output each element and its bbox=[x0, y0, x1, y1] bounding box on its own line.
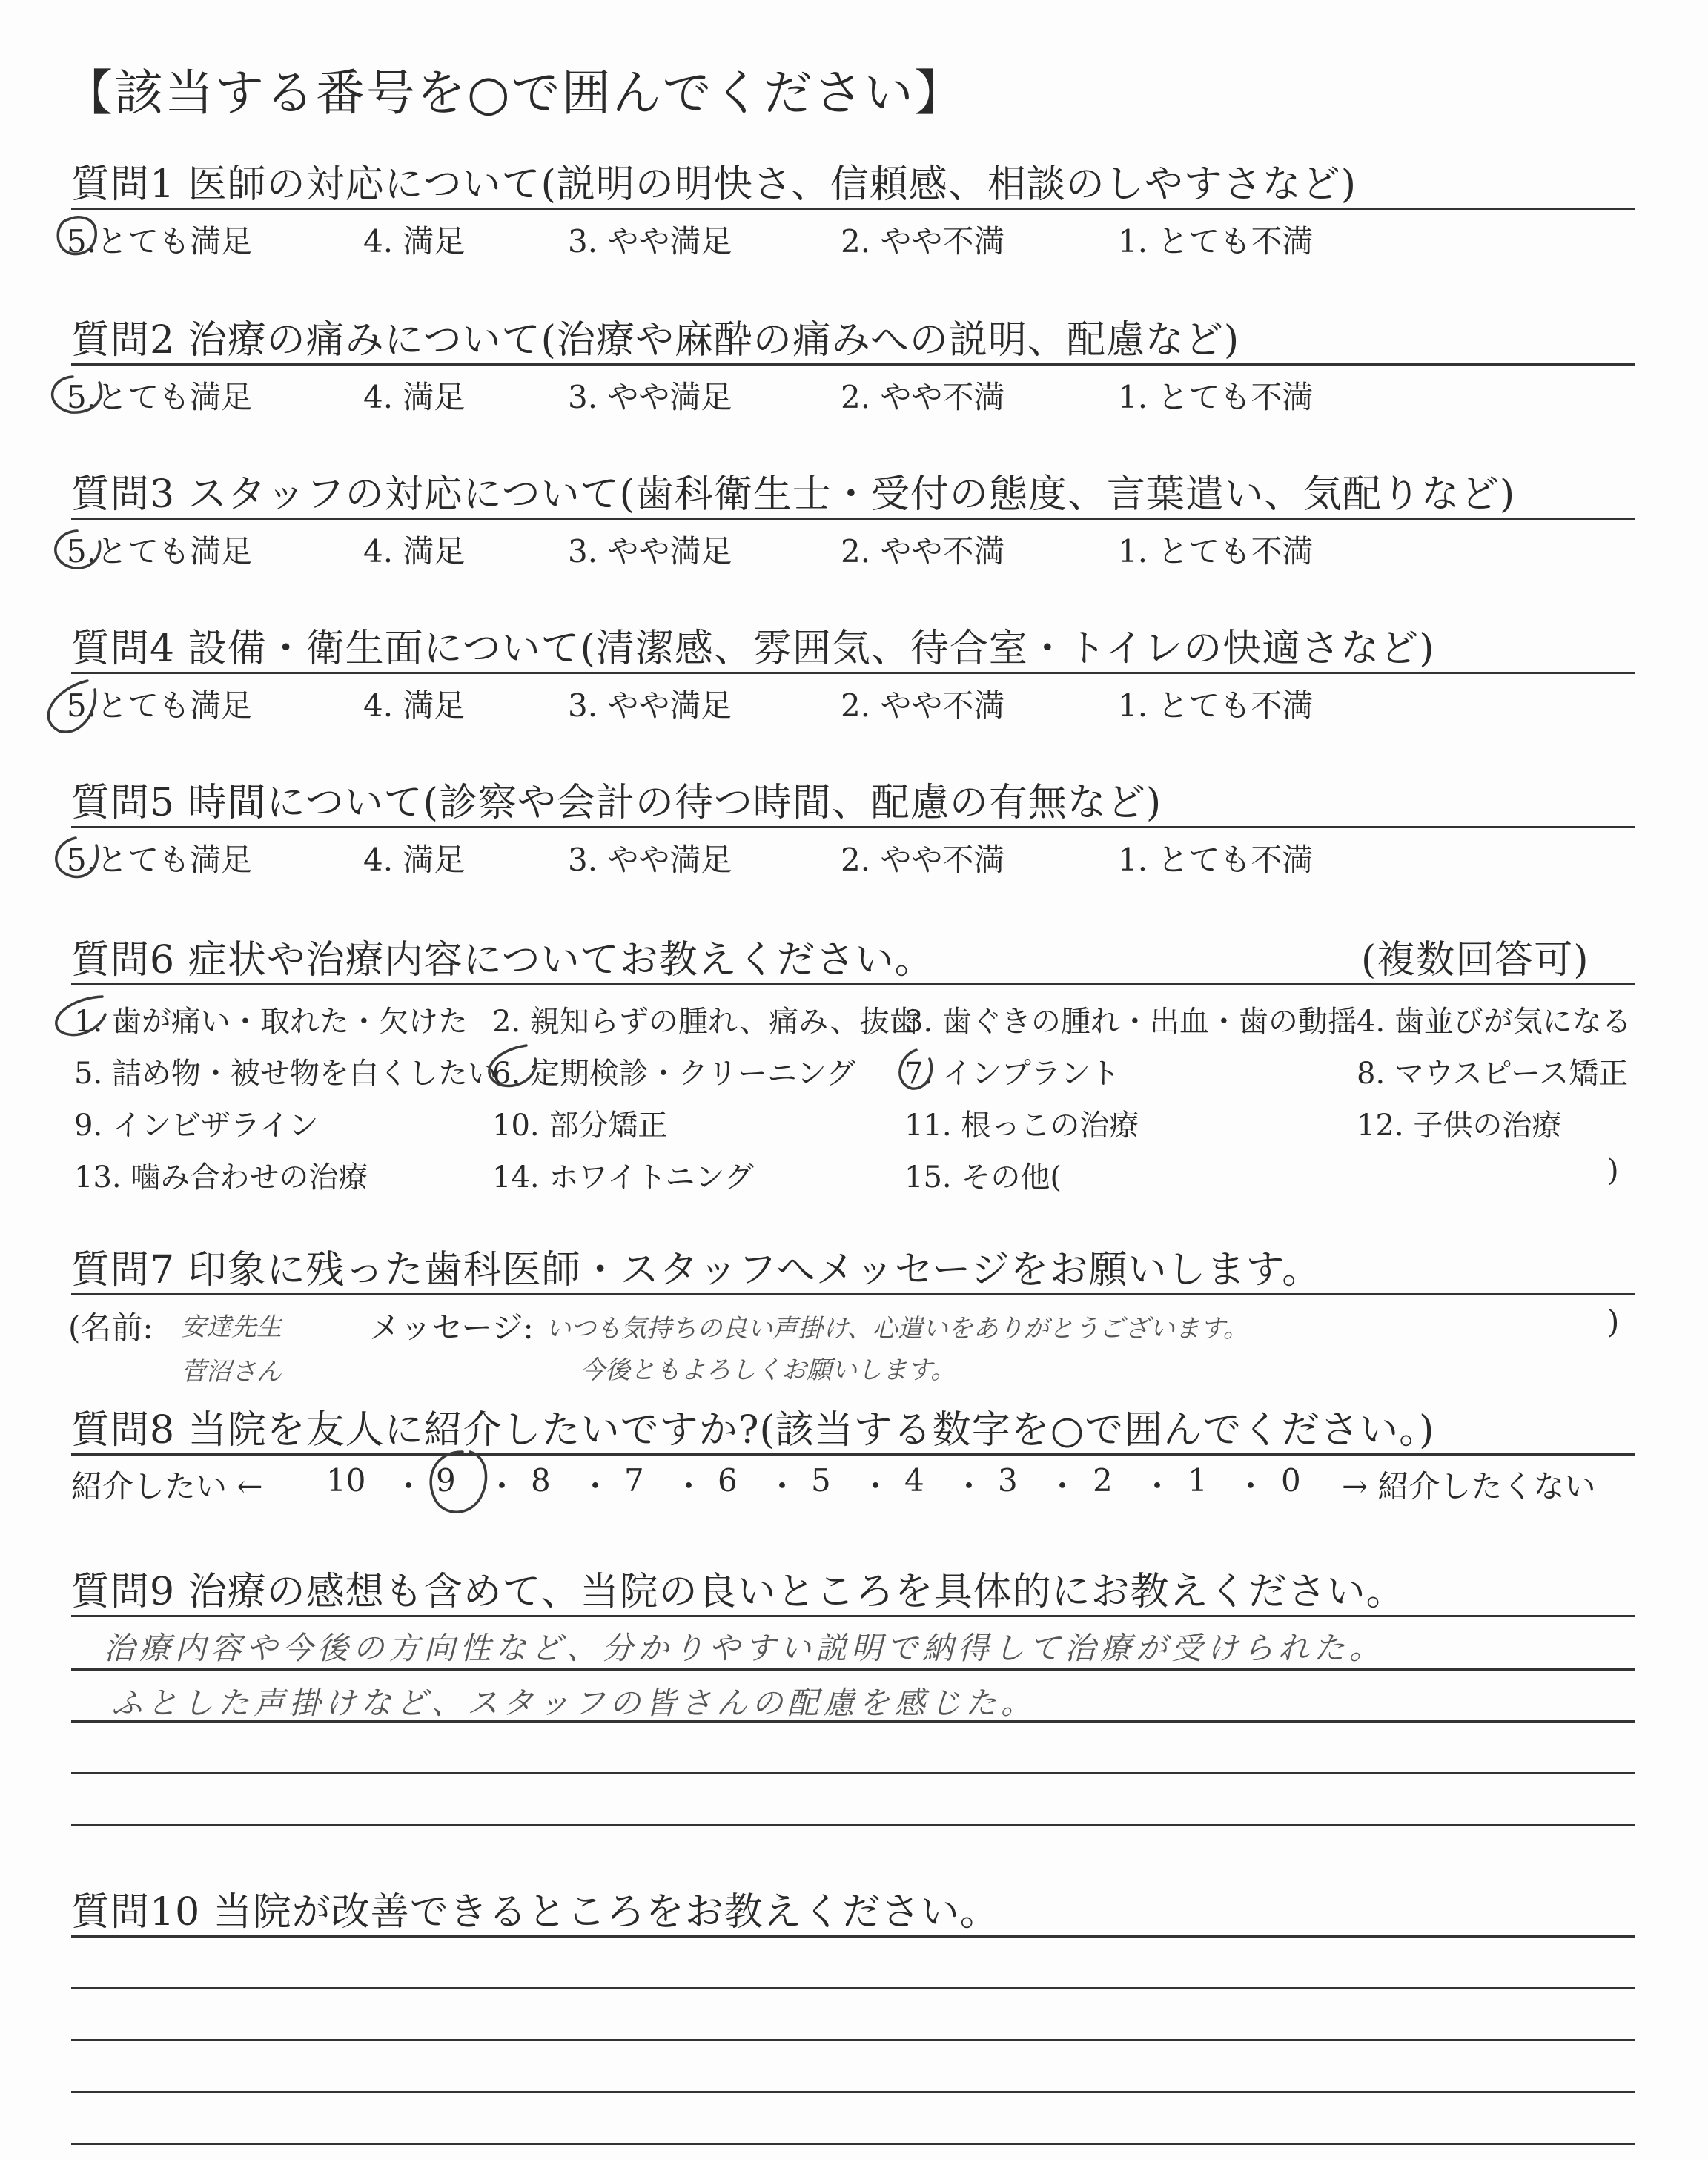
q9-title: 質問9 治療の感想も含めて、当院の良いところを具体的にお教えください。 bbox=[71, 1570, 1406, 1614]
q1-option-2[interactable]: 2. やや不満 bbox=[841, 223, 1005, 260]
q6-item-13[interactable]: 13. 噛み合わせの治療 bbox=[74, 1160, 368, 1195]
q6-item-12[interactable]: 12. 子供の治療 bbox=[1357, 1109, 1562, 1143]
q6-item-10[interactable]: 10. 部分矯正 bbox=[492, 1109, 668, 1143]
q4-option-1[interactable]: 1. とても不満 bbox=[1118, 687, 1314, 724]
q3-circle-mark bbox=[56, 531, 100, 568]
q4-option-2[interactable]: 2. やや不満 bbox=[841, 687, 1005, 724]
q5-option-4[interactable]: 4. 満足 bbox=[363, 842, 466, 878]
q6-item-6[interactable]: 6. 定期検診・クリーニング bbox=[492, 1057, 856, 1091]
q6-item-6-circle-mark bbox=[489, 1046, 536, 1086]
q9-answer-line-2: ふとした声掛けなど、スタッフの皆さんの配慮を感じた。 bbox=[111, 1685, 1037, 1721]
q9-answer-line-1: 治療内容や今後の方向性など、分かりやすい説明で納得して治療が受けられた。 bbox=[104, 1630, 1386, 1666]
q8-scale-3[interactable]: 3 bbox=[998, 1462, 1018, 1499]
q4-option-5[interactable]: 5.とても満足 bbox=[67, 687, 253, 724]
page-heading: 【該当する番号を○で囲んでください】 bbox=[64, 65, 965, 122]
scale-dot: ・ bbox=[1047, 1468, 1079, 1505]
q8-scale-10[interactable]: 10 bbox=[326, 1462, 366, 1499]
q7-close-paren: ) bbox=[1607, 1304, 1620, 1340]
q4-option-3[interactable]: 3. やや満足 bbox=[568, 687, 732, 724]
q1-option-5[interactable]: 5.とても満足 bbox=[67, 223, 253, 260]
scale-dot: ・ bbox=[860, 1468, 892, 1505]
q2-option-2[interactable]: 2. やや不満 bbox=[841, 379, 1005, 415]
q6-item-7-circle-mark bbox=[900, 1050, 932, 1089]
q2-option-1[interactable]: 1. とても不満 bbox=[1118, 379, 1314, 415]
q8-scale-1[interactable]: 1 bbox=[1188, 1462, 1208, 1499]
q2-circle-mark bbox=[53, 377, 102, 412]
q2-option-3[interactable]: 3. やや満足 bbox=[568, 379, 732, 415]
q8-right-label: → 紹介したくない bbox=[1342, 1468, 1596, 1505]
q7-message-handwritten-1: いつも気持ちの良い声掛け、心遣いをありがとうございます。 bbox=[546, 1314, 1248, 1344]
q1-title: 質問1 医師の対応について(説明の明快さ、信頼感、相談のしやすさなど) bbox=[71, 162, 1357, 207]
q5-option-5[interactable]: 5.とても満足 bbox=[67, 842, 253, 878]
q4-circle-mark bbox=[48, 681, 95, 732]
q1-option-1[interactable]: 1. とても不満 bbox=[1118, 223, 1314, 260]
q1-option-4[interactable]: 4. 満足 bbox=[363, 223, 466, 260]
q8-scale-4[interactable]: 4 bbox=[904, 1462, 924, 1499]
q8-scale-5[interactable]: 5 bbox=[811, 1462, 831, 1499]
q3-option-5[interactable]: 5.とても満足 bbox=[67, 533, 253, 569]
q8-scale-7[interactable]: 7 bbox=[624, 1462, 644, 1499]
q8-scale-8[interactable]: 8 bbox=[531, 1462, 551, 1499]
q6-item-14[interactable]: 14. ホワイトニング bbox=[492, 1160, 754, 1195]
q3-title: 質問3 スタッフの対応について(歯科衛生士・受付の態度、言葉遣い、気配りなど) bbox=[71, 472, 1516, 517]
q5-circle-mark bbox=[56, 838, 98, 876]
q3-option-4[interactable]: 4. 満足 bbox=[363, 533, 466, 569]
scale-dot: ・ bbox=[953, 1468, 985, 1505]
q5-option-3[interactable]: 3. やや満足 bbox=[568, 842, 732, 878]
q2-title: 質問2 治療の痛みについて(治療や麻酔の痛みへの説明、配慮など) bbox=[71, 318, 1240, 363]
q8-title: 質問8 当院を友人に紹介したいですか?(該当する数字を○で囲んでください。) bbox=[71, 1408, 1435, 1453]
q6-title: 質問6 症状や治療内容についてお教えください。 bbox=[71, 938, 934, 982]
q7-name-handwritten-1: 安達先生 bbox=[181, 1312, 282, 1342]
q6-item-1[interactable]: 1. 歯が痛い・取れた・欠けた bbox=[74, 1005, 468, 1039]
scale-dot: ・ bbox=[673, 1468, 705, 1505]
q6-item-15-close-paren: ) bbox=[1607, 1154, 1619, 1188]
q4-option-4[interactable]: 4. 満足 bbox=[363, 687, 466, 724]
scale-dot: ・ bbox=[1142, 1468, 1174, 1505]
q6-item-5[interactable]: 5. 詰め物・被せ物を白くしたい bbox=[74, 1057, 497, 1091]
q6-item-15[interactable]: 15. その他( bbox=[904, 1160, 1062, 1195]
q8-left-label: 紹介したい ← bbox=[71, 1468, 263, 1505]
q8-scale-0[interactable]: 0 bbox=[1281, 1462, 1301, 1499]
q7-message-label: メッセージ: bbox=[369, 1309, 534, 1346]
q8-9-circle-mark bbox=[431, 1452, 486, 1512]
q6-note: (複数回答可) bbox=[1361, 938, 1589, 982]
q5-option-2[interactable]: 2. やや不満 bbox=[841, 842, 1005, 878]
q8-scale-6[interactable]: 6 bbox=[718, 1462, 738, 1499]
q6-item-2[interactable]: 2. 親知らずの腫れ、痛み、抜歯 bbox=[492, 1005, 919, 1039]
q2-option-5[interactable]: 5.とても満足 bbox=[67, 379, 253, 415]
q5-title: 質問5 時間について(診察や会計の待つ時間、配慮の有無など) bbox=[71, 781, 1162, 825]
q5-option-1[interactable]: 1. とても不満 bbox=[1118, 842, 1314, 878]
q3-option-3[interactable]: 3. やや満足 bbox=[568, 533, 732, 569]
scale-dot: ・ bbox=[393, 1468, 425, 1505]
scale-dot: ・ bbox=[486, 1468, 518, 1505]
q6-item-8[interactable]: 8. マウスピース矯正 bbox=[1357, 1057, 1629, 1091]
q4-title: 質問4 設備・衛生面について(清潔感、雰囲気、待合室・トイレの快適さなど) bbox=[71, 627, 1435, 671]
q3-option-1[interactable]: 1. とても不満 bbox=[1118, 533, 1314, 569]
scale-dot: ・ bbox=[767, 1468, 798, 1505]
q6-item-3[interactable]: 3. 歯ぐきの腫れ・出血・歯の動揺 bbox=[904, 1005, 1357, 1039]
q10-title: 質問10 当院が改善できるところをお教えください。 bbox=[71, 1890, 999, 1935]
q7-name-handwritten-2: 菅沼さん bbox=[181, 1357, 282, 1387]
q6-item-9[interactable]: 9. インビザライン bbox=[74, 1109, 319, 1143]
q3-option-2[interactable]: 2. やや不満 bbox=[841, 533, 1005, 569]
q8-scale-9[interactable]: 9 bbox=[436, 1462, 456, 1499]
q7-message-handwritten-2: 今後ともよろしくお願いします。 bbox=[580, 1355, 956, 1385]
q1-circle-mark bbox=[58, 217, 96, 254]
scale-dot: ・ bbox=[1235, 1468, 1267, 1505]
scale-dot: ・ bbox=[580, 1468, 612, 1505]
q6-item-4[interactable]: 4. 歯並びが気になる bbox=[1357, 1005, 1632, 1039]
q1-option-3[interactable]: 3. やや満足 bbox=[568, 223, 732, 260]
q6-item-7[interactable]: 7. インプラント bbox=[904, 1057, 1120, 1091]
q7-name-label: (名前: bbox=[68, 1309, 153, 1346]
q2-option-4[interactable]: 4. 満足 bbox=[363, 379, 466, 415]
q8-scale-2[interactable]: 2 bbox=[1093, 1462, 1113, 1499]
q6-item-11[interactable]: 11. 根っこの治療 bbox=[904, 1109, 1139, 1143]
q7-title: 質問7 印象に残った歯科医師・スタッフへメッセージをお願いします。 bbox=[71, 1248, 1322, 1292]
q6-item-1-circle-mark bbox=[56, 997, 105, 1035]
